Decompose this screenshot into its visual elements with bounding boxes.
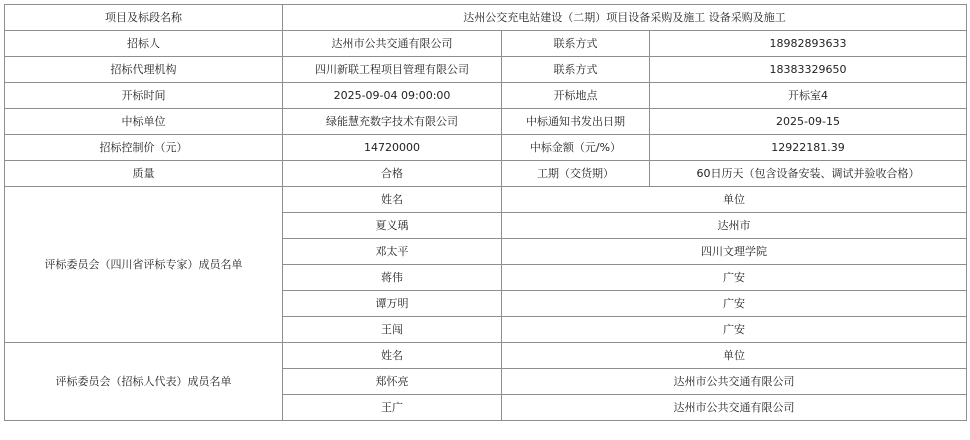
- expert-name: 蒋伟: [283, 265, 502, 291]
- experts-group-label: 评标委员会（四川省评标专家）成员名单: [5, 187, 283, 343]
- expert-unit: 广安: [502, 317, 967, 343]
- bid-award-table: [4, 4, 967, 421]
- opening-time-value: 2025-09-04 09:00:00: [283, 83, 502, 109]
- price-row: [5, 135, 967, 161]
- quality-value: 合格: [283, 161, 502, 187]
- award-amount-label: 中标金额（元/%）: [502, 135, 650, 161]
- representatives-header-row: [5, 343, 967, 369]
- representative-unit: 达州市公共交通有限公司: [502, 369, 967, 395]
- notice-date-label: 中标通知书发出日期: [502, 109, 650, 135]
- tenderer-label: 招标人: [5, 31, 283, 57]
- duration-label: 工期（交货期）: [502, 161, 650, 187]
- control-price-value: 14720000: [283, 135, 502, 161]
- duration-value: 60日历天（包含设备安装、调试并验收合格）: [650, 161, 967, 187]
- experts-unit-header: 单位: [502, 187, 967, 213]
- experts-name-header: 姓名: [283, 187, 502, 213]
- expert-name: 王闯: [283, 317, 502, 343]
- expert-unit: 广安: [502, 291, 967, 317]
- tenderer-row: [5, 31, 967, 57]
- control-price-label: 招标控制价（元）: [5, 135, 283, 161]
- project-label: 项目及标段名称: [5, 5, 283, 31]
- opening-time-label: 开标时间: [5, 83, 283, 109]
- opening-place-label: 开标地点: [502, 83, 650, 109]
- winner-value: 绿能慧充数字技术有限公司: [283, 109, 502, 135]
- expert-unit: 四川文理学院: [502, 239, 967, 265]
- expert-name: 夏义瑀: [283, 213, 502, 239]
- representative-name: 王广: [283, 395, 502, 421]
- representative-unit: 达州市公共交通有限公司: [502, 395, 967, 421]
- expert-unit: 达州市: [502, 213, 967, 239]
- agency-value: 四川新联工程项目管理有限公司: [283, 57, 502, 83]
- representative-name: 郑怀亮: [283, 369, 502, 395]
- tenderer-contact-value: 18982893633: [650, 31, 967, 57]
- project-row: [5, 5, 967, 31]
- agency-row: [5, 57, 967, 83]
- quality-label: 质量: [5, 161, 283, 187]
- agency-contact-label: 联系方式: [502, 57, 650, 83]
- tenderer-value: 达州市公共交通有限公司: [283, 31, 502, 57]
- expert-name: 邓太平: [283, 239, 502, 265]
- opening-place-value: 开标室4: [650, 83, 967, 109]
- award-amount-value: 12922181.39: [650, 135, 967, 161]
- project-value: 达州公交充电站建设（二期）项目设备采购及施工 设备采购及施工: [283, 5, 967, 31]
- agency-label: 招标代理机构: [5, 57, 283, 83]
- representatives-unit-header: 单位: [502, 343, 967, 369]
- winner-row: [5, 109, 967, 135]
- opening-row: [5, 83, 967, 109]
- notice-date-value: 2025-09-15: [650, 109, 967, 135]
- experts-header-row: [5, 187, 967, 213]
- representatives-name-header: 姓名: [283, 343, 502, 369]
- representatives-group-label: 评标委员会（招标人代表）成员名单: [5, 343, 283, 421]
- expert-unit: 广安: [502, 265, 967, 291]
- quality-row: [5, 161, 967, 187]
- agency-contact-value: 18383329650: [650, 57, 967, 83]
- tenderer-contact-label: 联系方式: [502, 31, 650, 57]
- winner-label: 中标单位: [5, 109, 283, 135]
- expert-name: 谭万明: [283, 291, 502, 317]
